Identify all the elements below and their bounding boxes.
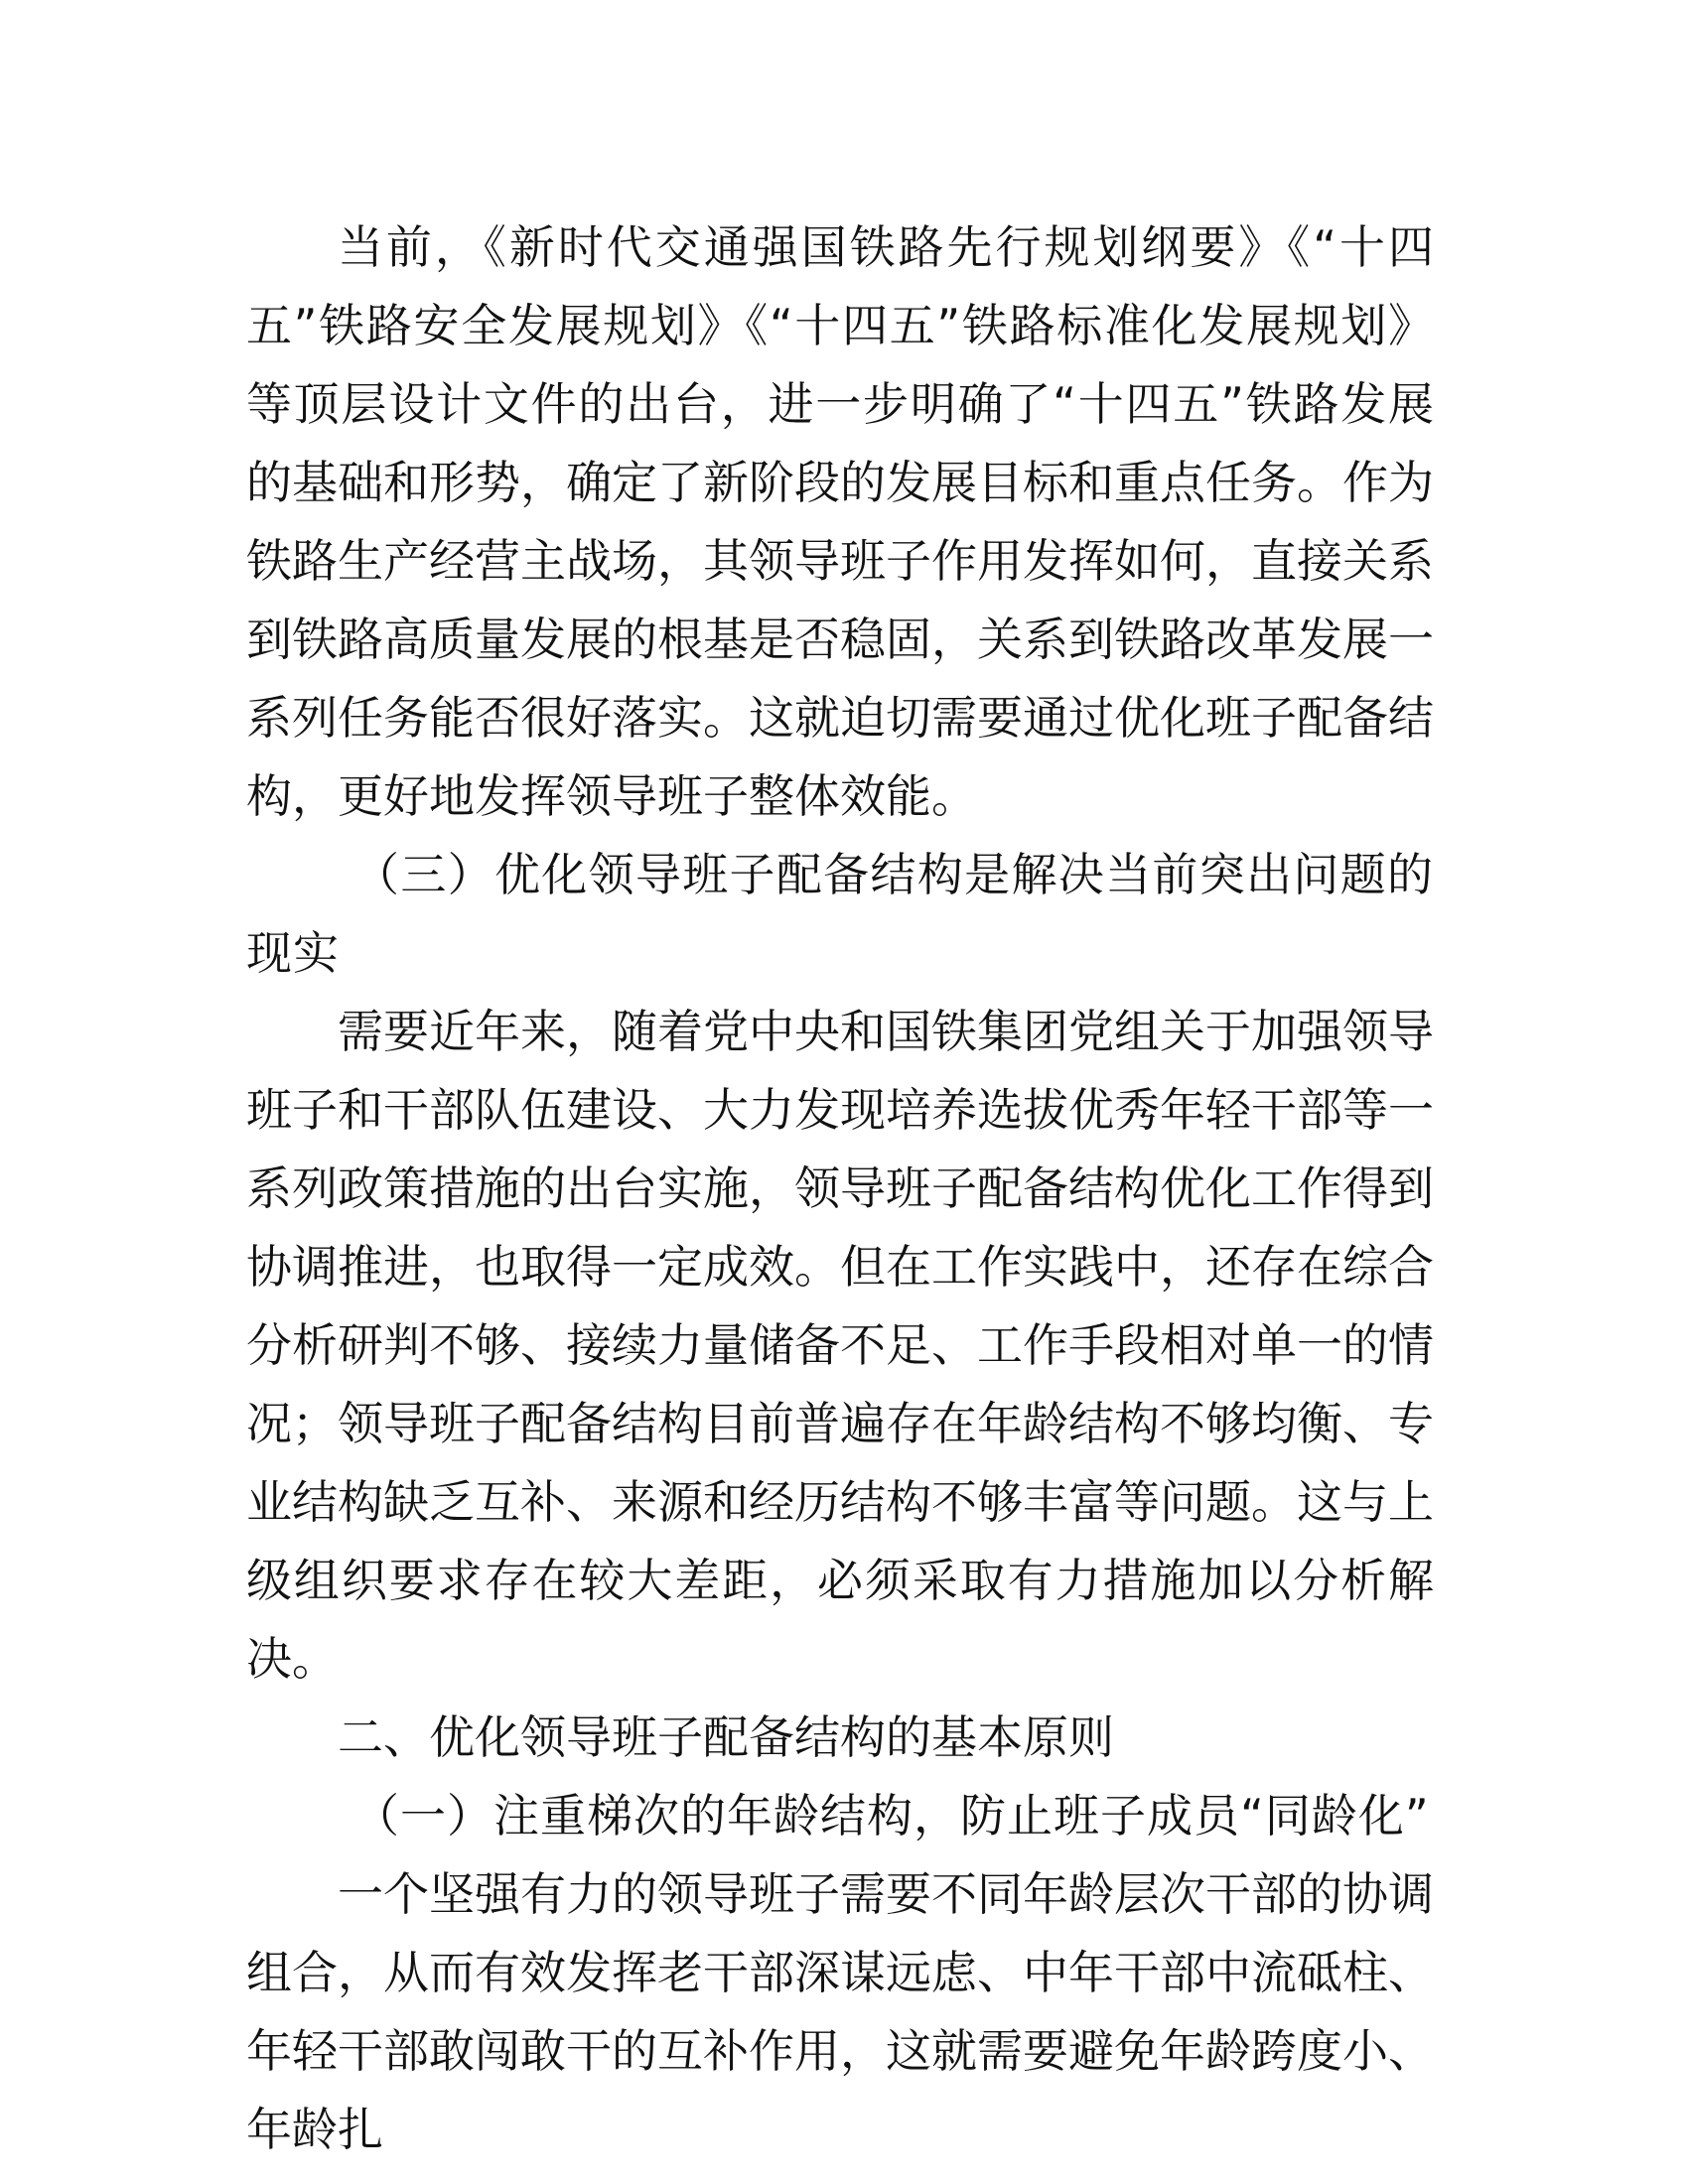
document-body [246,208,1434,2169]
subheading-one: （一）注重梯次的年龄结构，防止班子成员“同龄化” [353,1789,1430,1843]
paragraph-current-problems: 需要近年来，随着党中央和国铁集团党组关于加强领导班子和干部队伍建设、大力发现培养选拔优秀年轻干部等一系列政策措施的出台实施，领导班子配备结构优化工作得到协调推进，也取得一定成效。但在工作实践中，还存在综合分析研判不够、接续力量储备不足、工作手段相对单一的情况；领导班子配备结构目前普遍存在年龄结构不够均衡、专业结构缺乏互补、来源和经历结构不够丰富等问题。这与上级组织要求存在较大差距，必须采取有力措施加以分析解决。 [246,1005,1434,1686]
subheading-three: （三）优化领导班子配备结构是解决当前突出问题的现实 [246,848,1434,980]
paragraph-age-structure: 一个坚强有力的领导班子需要不同年龄层次干部的协调组合，从而有效发挥老干部深谋远虑、中年干部中流砥柱、年轻干部敢闯敢干的互补作用，这就需要避免年龄跨度小、年龄扎 [246,1867,1434,2156]
section-heading-two: 二、优化领导班子配备结构的基本原则 [338,1710,1114,1764]
paragraph-current-situation: 当前，《新时代交通强国铁路先行规划纲要》《“十四五”铁路安全发展规划》《“十四五”铁路标准化发展规划》等顶层设计文件的出台，进一步明确了“十四五”铁路发展的基础和形势，确定了新阶段的发展目标和重点任务。作为铁路生产经营主战场，其领导班子作用发挥如何，直接关系到铁路高质量发展的根基是否稳固，关系到铁路改革发展一系列任务能否很好落实。这就迫切需要通过优化班子配备结构，更好地发挥领导班子整体效能。 [246,220,1434,823]
